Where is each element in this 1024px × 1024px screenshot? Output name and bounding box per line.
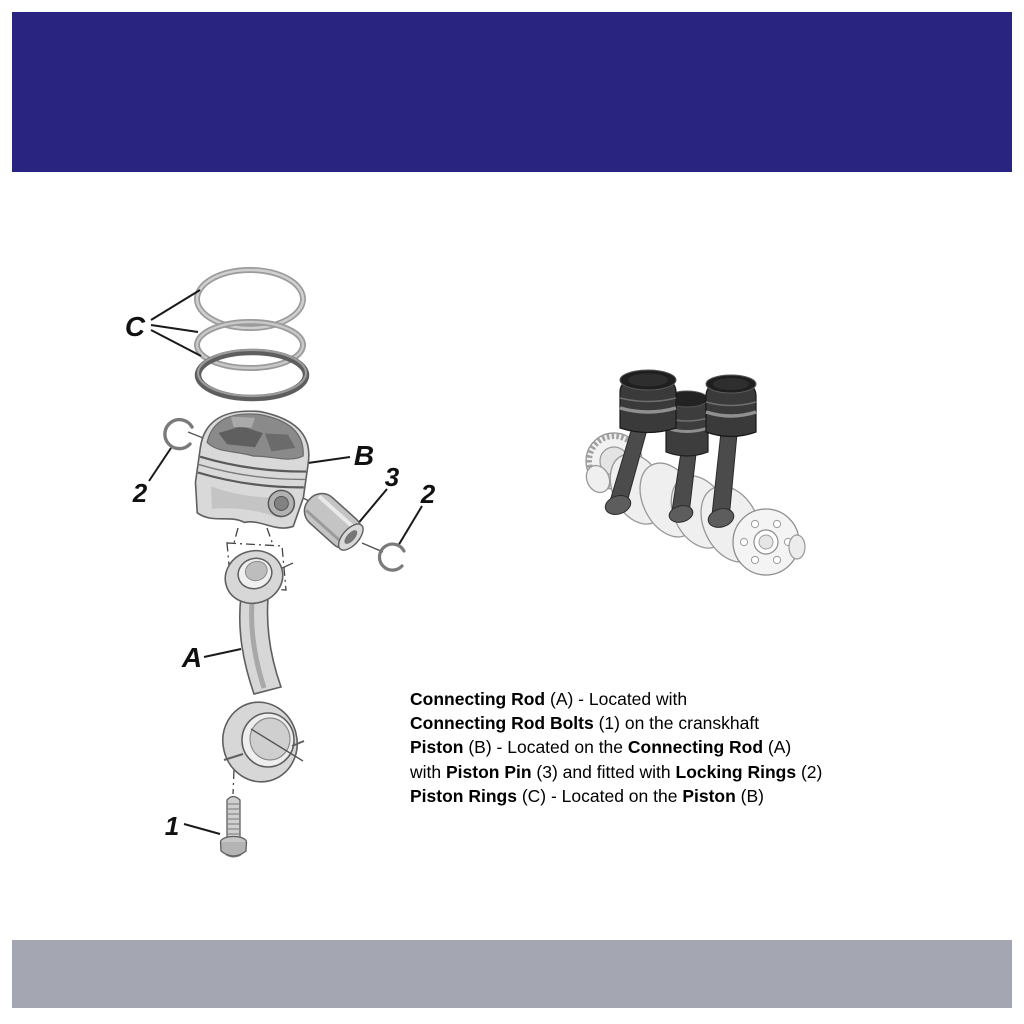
text-segment: Locking Rings <box>675 761 797 782</box>
text-segment: Piston <box>410 737 464 758</box>
locking-ring-left-illustration <box>165 420 192 449</box>
text-segment: (3) and fitted with <box>531 761 676 782</box>
text-segment: (B) - Located on the <box>463 737 628 758</box>
assembly-piston-left <box>620 370 676 433</box>
text-segment: (A) <box>763 737 792 758</box>
label-c: C <box>124 311 146 342</box>
text-segment: (1) on the cranskhaft <box>593 713 760 734</box>
text-segment: with <box>410 761 446 782</box>
locking-ring-right-illustration <box>380 544 404 570</box>
description-line-5 <box>410 784 822 808</box>
description-text <box>410 687 822 808</box>
text-segment: (2) <box>796 761 823 782</box>
text-segment: (B) <box>735 785 765 806</box>
footer-banner <box>12 940 1012 1008</box>
text-segment: (C) - Located on the <box>516 785 683 806</box>
label-3: 3 <box>384 462 400 492</box>
description-line-3 <box>410 735 822 759</box>
text-segment: Piston <box>682 785 736 806</box>
piston-pin-illustration <box>298 487 368 555</box>
label-2-right: 2 <box>420 479 436 509</box>
piston-rings-illustration <box>197 270 306 398</box>
description-line-4 <box>410 760 822 784</box>
description-line-2 <box>410 711 822 735</box>
connecting-rod-illustration <box>214 543 305 789</box>
label-b: B <box>353 440 375 471</box>
text-segment: Connecting Rod Bolts <box>410 713 594 734</box>
text-segment: Connecting Rod <box>627 737 764 758</box>
crankshaft-assembly-illustration <box>582 370 805 575</box>
label-2-left: 2 <box>132 478 148 508</box>
label-1: 1 <box>164 811 180 841</box>
text-segment: Piston Rings <box>410 785 517 806</box>
assembly-piston-right <box>706 375 756 437</box>
text-segment: Connecting Rod <box>410 689 546 709</box>
rod-bolt-illustration <box>221 797 247 858</box>
text-segment: (A) - Located with <box>545 689 688 709</box>
description-line-1 <box>410 687 822 711</box>
text-segment: Piston Pin <box>445 761 532 782</box>
label-a: A <box>181 642 203 673</box>
piston-illustration <box>191 404 315 531</box>
